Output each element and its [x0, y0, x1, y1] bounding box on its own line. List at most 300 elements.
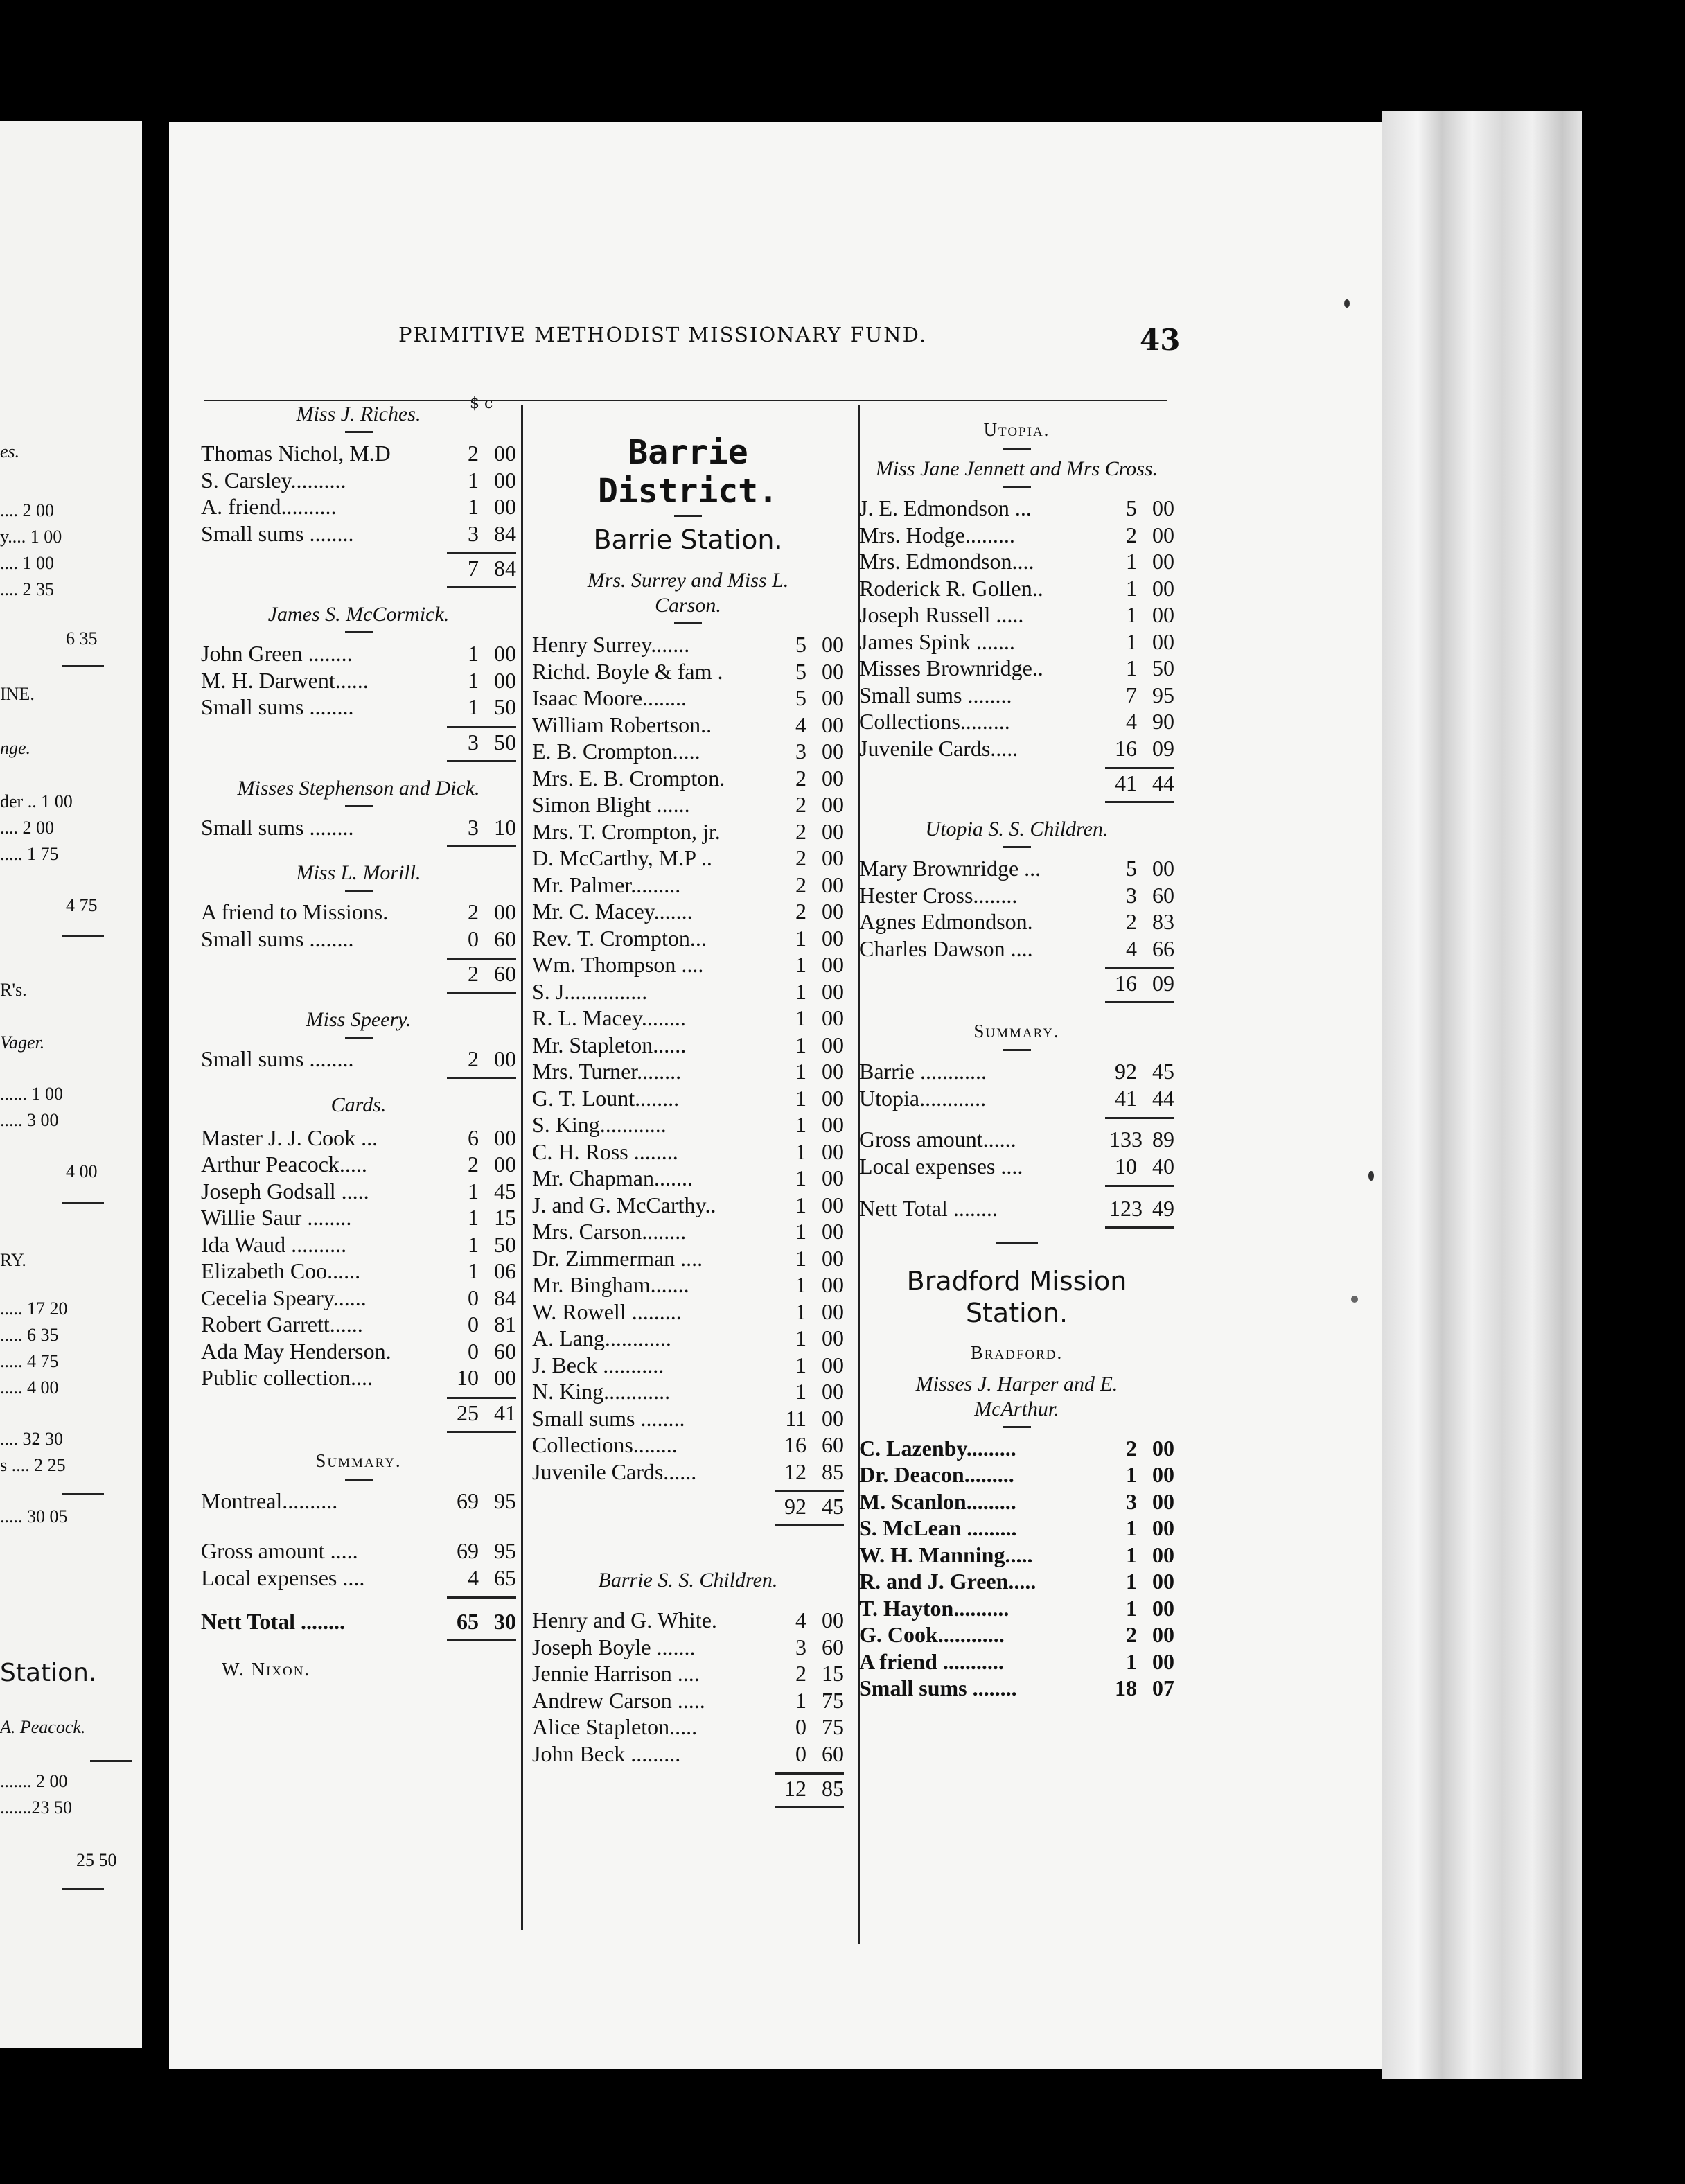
- entry-cents: 00: [822, 1379, 844, 1404]
- entry-cents: 00: [1152, 1622, 1174, 1647]
- entry-name: S. Carsley..........: [201, 467, 346, 493]
- station-title: Barrie Station.: [593, 525, 783, 555]
- left-page-fragment: [0, 121, 142, 2048]
- entry-dollars: 0: [795, 1741, 806, 1766]
- section-heading: Miss J. Riches.: [296, 403, 421, 425]
- entry-cents: 00: [822, 925, 844, 951]
- total-underline: [775, 1806, 844, 1808]
- entry-row: [201, 1608, 516, 1635]
- section-heading: Utopia S. S. Children.: [925, 818, 1109, 840]
- entry-cents: 00: [822, 1326, 844, 1350]
- entry-row: [859, 1435, 1174, 1462]
- entry-cents: 00: [822, 1352, 844, 1377]
- entry-row: [201, 467, 516, 494]
- left-page-text: A. Peacock.: [0, 1717, 86, 1737]
- entry-cents: 85: [822, 1459, 844, 1484]
- column-left: [201, 405, 516, 1683]
- entry-row: [532, 818, 844, 845]
- entry-name: Thomas Nichol, M.D: [201, 441, 391, 466]
- entry-dollars: 1: [795, 1138, 806, 1164]
- entry-row: [532, 685, 844, 712]
- entry-row: [532, 978, 844, 1005]
- section-total: [532, 1492, 844, 1520]
- entry-dollars: 1: [795, 1192, 806, 1217]
- entry-name: N. King............: [532, 1379, 671, 1404]
- left-page-text: ..... 6 35: [0, 1325, 59, 1345]
- entry-name: Public collection....: [201, 1365, 373, 1390]
- entry-dollars: 1: [795, 1245, 806, 1271]
- entry-dollars: 2: [795, 818, 806, 844]
- entry-dollars: 2: [468, 1152, 479, 1177]
- entry-row: [532, 791, 844, 818]
- entry-dollars: 2: [1126, 1435, 1137, 1461]
- entry-name: C. H. Ross ........: [532, 1138, 678, 1164]
- entry-cents: 00: [1152, 602, 1174, 627]
- entry-row: [201, 926, 516, 953]
- entry-row: [859, 1675, 1174, 1702]
- entry-cents: 00: [494, 467, 516, 493]
- entry-row: [532, 1245, 844, 1272]
- entry-cents: 00: [1152, 575, 1174, 601]
- entry-cents: 00: [1152, 1515, 1174, 1540]
- entry-dollars: 1: [468, 494, 479, 519]
- entry-cents: 00: [1152, 628, 1174, 654]
- entry-dollars: 4: [468, 1565, 479, 1590]
- section-heading: Cards.: [330, 1093, 387, 1116]
- entry-row: [532, 1138, 844, 1165]
- entry-name: Ida Waud ..........: [201, 1231, 347, 1257]
- entry-cents: 60: [822, 1432, 844, 1457]
- entry-cents: 00: [822, 1165, 844, 1190]
- place-heading: Bradford.: [970, 1341, 1064, 1363]
- entry-cents: 00: [822, 1138, 844, 1164]
- entry-name: Juvenile Cards.....: [859, 735, 1018, 761]
- left-page-text: 6 35: [66, 628, 98, 649]
- entry-dollars: 3: [468, 814, 479, 840]
- entry-name: Mr. Palmer.........: [532, 872, 681, 897]
- entry-name: G. T. Lount........: [532, 1085, 680, 1111]
- entry-name: Misses Brownridge..: [859, 655, 1043, 680]
- entry-name: Ada May Henderson.: [201, 1338, 391, 1364]
- entry-dollars: 1: [795, 1219, 806, 1244]
- speck: [1344, 299, 1350, 308]
- entry-dollars: 2: [795, 872, 806, 897]
- entry-cents: 00: [822, 978, 844, 1004]
- entry-row: [532, 738, 844, 765]
- entry-cents: 00: [1152, 495, 1174, 520]
- entry-name: Mrs. Hodge.........: [859, 522, 1015, 547]
- entry-cents: 95: [1152, 682, 1174, 707]
- entry-name: Isaac Moore........: [532, 685, 687, 710]
- dollar-cent-heading: $ c: [470, 395, 493, 412]
- bradford-title: Bradford Mission Station.: [906, 1265, 1127, 1328]
- entry-row: [859, 735, 1174, 762]
- entry-dollars: 65: [457, 1609, 479, 1634]
- entry-row: [532, 1432, 844, 1459]
- entry-cents: 75: [822, 1714, 844, 1739]
- entry-cents: 00: [494, 1152, 516, 1177]
- entry-name: Mr. Stapleton......: [532, 1032, 687, 1057]
- total-cents: 60: [494, 961, 516, 986]
- entry-row: [859, 548, 1174, 575]
- entry-name: Small sums ........: [201, 694, 354, 719]
- entry-name: Rev. T. Crompton...: [532, 925, 707, 951]
- entry-name: Small sums ........: [532, 1405, 685, 1431]
- collectors-heading: Mrs. Surrey and Miss L. Carson.: [587, 569, 789, 617]
- entry-row: [532, 1687, 844, 1714]
- section-total: [859, 969, 1174, 997]
- left-page-text: nge.: [0, 738, 31, 758]
- entry-name: Jennie Harrison ....: [532, 1661, 700, 1686]
- entry-row: [201, 520, 516, 547]
- entry-row: [201, 493, 516, 520]
- entry-cents: 65: [494, 1565, 516, 1590]
- column-divider: [521, 405, 523, 1930]
- entry-name: Roderick R. Gollen..: [859, 575, 1043, 601]
- total-dollars: 25: [457, 1400, 479, 1425]
- entry-name: Joseph Russell .....: [859, 602, 1024, 627]
- entry-row: [532, 925, 844, 952]
- entry-name: Juvenile Cards......: [532, 1459, 697, 1484]
- dash-rule: [345, 805, 373, 807]
- entry-cents: 00: [822, 1059, 844, 1084]
- entry-cents: 00: [1152, 1435, 1174, 1461]
- entry-name: Collections.........: [859, 709, 1010, 734]
- entry-row: [859, 601, 1174, 628]
- collectors-heading: Misses J. Harper and E. McArthur.: [915, 1372, 1118, 1420]
- entry-cents: 00: [1152, 1648, 1174, 1674]
- entry-name: Local expenses ....: [201, 1565, 365, 1590]
- entry-cents: 00: [822, 818, 844, 844]
- entry-name: Montreal..........: [201, 1488, 338, 1513]
- entry-row: [859, 1595, 1174, 1622]
- entry-cents: 10: [494, 814, 516, 840]
- entry-cents: 00: [1152, 549, 1174, 574]
- left-page-text: R's.: [0, 980, 27, 1000]
- entry-row: [532, 1714, 844, 1741]
- entry-dollars: 0: [468, 1285, 479, 1310]
- entry-cents: 60: [822, 1634, 844, 1659]
- entry-cents: 00: [822, 712, 844, 737]
- entry-dollars: 1: [795, 1005, 806, 1030]
- left-page-text: ..... 30 05: [0, 1506, 68, 1526]
- total-underline: [447, 992, 516, 994]
- left-page-text: .... 32 30: [0, 1429, 63, 1449]
- entry-name: Wm. Thompson ....: [532, 952, 704, 977]
- entry-dollars: 1: [468, 641, 479, 666]
- entry-cents: 00: [822, 739, 844, 764]
- total-dollars: 92: [784, 1494, 806, 1519]
- entry-cents: 00: [822, 1032, 844, 1057]
- left-page-rule: [62, 1888, 104, 1890]
- entry-name: A. Lang............: [532, 1326, 671, 1350]
- dash-rule: [1003, 1426, 1031, 1428]
- entry-cents: 00: [494, 899, 516, 924]
- dash-rule: [1003, 486, 1031, 488]
- entry-row: [859, 1195, 1174, 1222]
- entry-dollars: 3: [1126, 1488, 1137, 1514]
- entry-row: [532, 1218, 844, 1245]
- entry-row: [532, 765, 844, 792]
- entry-dollars: 18: [1115, 1675, 1137, 1700]
- entry-row: [201, 1231, 516, 1258]
- entry-dollars: 1: [1126, 628, 1137, 654]
- entry-row: [201, 1565, 516, 1592]
- entry-row: [532, 1634, 844, 1661]
- entry-dollars: 4: [795, 712, 806, 737]
- entry-row: [859, 882, 1174, 909]
- entry-name: W. H. Manning.....: [859, 1542, 1033, 1567]
- entry-name: Barrie ............: [859, 1059, 987, 1084]
- entry-row: [532, 1058, 844, 1085]
- section-heading: Misses Stephenson and Dick.: [237, 776, 480, 800]
- entry-cents: 84: [494, 1285, 516, 1310]
- entry-cents: 95: [494, 1538, 516, 1563]
- left-page-text: .......23 50: [0, 1797, 72, 1817]
- total-cents: 45: [822, 1494, 844, 1519]
- entry-dollars: 1: [1126, 1462, 1137, 1487]
- entry-cents: 00: [822, 1272, 844, 1297]
- total-dollars: 3: [468, 729, 479, 755]
- left-page-text: es.: [0, 441, 20, 461]
- entry-row: [859, 1542, 1174, 1569]
- entry-dollars: 11: [785, 1405, 806, 1431]
- entry-cents: 00: [822, 1405, 844, 1431]
- entry-name: Henry and G. White.: [532, 1608, 717, 1632]
- entry-dollars: 1: [468, 1178, 479, 1204]
- entry-cents: 00: [1152, 1569, 1174, 1594]
- dash-rule: [345, 1479, 373, 1481]
- entry-dollars: 1: [1126, 549, 1137, 574]
- entry-row: [201, 1285, 516, 1312]
- entry-dollars: 69: [457, 1538, 479, 1563]
- left-page-rule: [62, 1202, 104, 1204]
- entry-cents: 00: [494, 494, 516, 519]
- entry-name: C. Lazenby.........: [859, 1435, 1016, 1461]
- entry-cents: 00: [822, 1245, 844, 1271]
- dash-rule: [996, 1242, 1038, 1244]
- entry-row: [859, 1153, 1174, 1180]
- left-page-text: Vager.: [0, 1032, 45, 1053]
- entry-name: R. L. Macey........: [532, 1005, 686, 1030]
- entry-name: Robert Garrett......: [201, 1312, 363, 1337]
- entry-name: Gross amount......: [859, 1127, 1016, 1152]
- entry-name: Nett Total ........: [859, 1196, 998, 1221]
- entry-name: Nett Total ........: [201, 1609, 345, 1634]
- total-cents: 09: [1152, 971, 1174, 996]
- entry-name: A friend ...........: [859, 1648, 1004, 1674]
- entry-name: Small sums ........: [201, 814, 354, 840]
- entry-cents: 00: [822, 1085, 844, 1111]
- entry-name: Arthur Peacock.....: [201, 1152, 367, 1177]
- entry-dollars: 133: [1109, 1127, 1143, 1152]
- entry-cents: 40: [1152, 1153, 1174, 1179]
- entry-name: James Spink .......: [859, 628, 1015, 654]
- entry-row: [532, 658, 844, 685]
- entry-name: Local expenses ....: [859, 1153, 1023, 1179]
- entry-dollars: 1: [468, 467, 479, 493]
- entry-dollars: 3: [1126, 882, 1137, 908]
- entry-row: [201, 667, 516, 694]
- entry-name: Small sums ........: [201, 520, 354, 546]
- entry-cents: 00: [822, 632, 844, 657]
- entry-row: [532, 1005, 844, 1032]
- entry-row: [859, 1126, 1174, 1153]
- entry-dollars: 2: [795, 1661, 806, 1686]
- entry-name: Mrs. Carson........: [532, 1219, 687, 1244]
- district-title: Barrie District.: [597, 433, 779, 511]
- entry-dollars: 1: [468, 694, 479, 719]
- entry-name: Small sums ........: [201, 926, 354, 951]
- left-page-text: ..... 4 00: [0, 1377, 59, 1398]
- section-heading: Miss Speery.: [306, 1008, 412, 1031]
- dash-rule: [674, 622, 702, 624]
- entry-dollars: 3: [468, 520, 479, 546]
- running-header: PRIMITIVE METHODIST MISSIONARY FUND.: [398, 323, 928, 346]
- left-page-text: y.... 1 00: [0, 527, 62, 547]
- entry-name: E. B. Crompton.....: [532, 739, 700, 764]
- entry-dollars: 1: [795, 1059, 806, 1084]
- entry-row: [532, 1352, 844, 1379]
- section-total: [532, 1774, 844, 1802]
- left-page-text: .... 2 00: [0, 818, 54, 838]
- dash-rule: [345, 631, 373, 633]
- summary-heading: Summary.: [973, 1021, 1060, 1041]
- entry-row: [859, 855, 1174, 882]
- entry-dollars: 2: [795, 792, 806, 817]
- entry-dollars: 1: [795, 1272, 806, 1297]
- entry-row: [532, 1741, 844, 1768]
- dash-rule: [1003, 1049, 1031, 1051]
- entry-dollars: 1: [1126, 1542, 1137, 1567]
- left-page-text: 4 75: [66, 895, 98, 915]
- entry-name: Joseph Godsall .....: [201, 1178, 369, 1204]
- entry-cents: 00: [822, 899, 844, 924]
- entry-dollars: 0: [468, 1312, 479, 1337]
- entry-cents: 60: [494, 1338, 516, 1364]
- entry-dollars: 16: [784, 1432, 806, 1457]
- entry-cents: 00: [1152, 1488, 1174, 1514]
- entry-row: [201, 1125, 516, 1152]
- left-page-rule: [62, 935, 104, 937]
- entry-row: [532, 1085, 844, 1112]
- entry-row: [532, 1298, 844, 1326]
- entry-dollars: 1: [795, 952, 806, 977]
- entry-row: [859, 1488, 1174, 1515]
- section-total: [201, 960, 516, 987]
- left-page-rule: [90, 1760, 132, 1762]
- entry-name: Charles Dawson ....: [859, 935, 1033, 961]
- entry-name: J. and G. McCarthy..: [532, 1192, 716, 1217]
- entry-dollars: 7: [1126, 682, 1137, 707]
- total-dollars: 12: [784, 1776, 806, 1801]
- entry-cents: 00: [822, 765, 844, 791]
- entry-dollars: 2: [795, 899, 806, 924]
- entry-name: W. Rowell .........: [532, 1298, 682, 1324]
- entry-dollars: 2: [1126, 1622, 1137, 1647]
- collectors-heading: Miss Jane Jennett and Mrs Cross.: [875, 457, 1158, 480]
- entry-dollars: 1: [1126, 575, 1137, 601]
- entry-dollars: 1: [795, 1379, 806, 1404]
- entry-row: [201, 1258, 516, 1285]
- left-page-text: RY.: [0, 1250, 26, 1270]
- entry-dollars: 1: [795, 1112, 806, 1137]
- entry-name: S. King............: [532, 1112, 667, 1137]
- entry-name: John Beck .........: [532, 1741, 681, 1766]
- entry-row: [532, 631, 844, 658]
- total-dollars: 41: [1115, 770, 1137, 795]
- entry-dollars: 41: [1115, 1085, 1137, 1111]
- entry-name: Mr. Chapman.......: [532, 1165, 693, 1190]
- entry-cents: 81: [494, 1312, 516, 1337]
- header-rule: [204, 400, 1167, 401]
- entry-name: Dr. Deacon.........: [859, 1462, 1014, 1487]
- entry-cents: 00: [822, 792, 844, 817]
- entry-row: [859, 575, 1174, 602]
- entry-cents: 00: [822, 845, 844, 870]
- left-page-text: ...... 1 00: [0, 1084, 63, 1104]
- entry-row: [859, 908, 1174, 935]
- entry-dollars: 2: [468, 441, 479, 466]
- total-underline: [447, 845, 516, 847]
- entry-row: [201, 1204, 516, 1231]
- entry-name: Hester Cross........: [859, 882, 1018, 908]
- entry-row: [532, 1405, 844, 1432]
- left-page-text: 25 50: [76, 1850, 117, 1870]
- entry-name: S. McLean .........: [859, 1515, 1017, 1540]
- entry-cents: 66: [1152, 935, 1174, 961]
- entry-dollars: 4: [1126, 935, 1137, 961]
- entry-dollars: 1: [795, 1326, 806, 1350]
- entry-name: Elizabeth Coo......: [201, 1258, 361, 1283]
- dash-rule: [1003, 448, 1031, 450]
- total-cents: 44: [1152, 770, 1174, 795]
- left-page-text: Station.: [0, 1659, 97, 1687]
- entry-cents: 00: [1152, 1462, 1174, 1487]
- entry-dollars: 2: [1126, 522, 1137, 547]
- total-cents: 84: [494, 556, 516, 581]
- entry-cents: 06: [494, 1258, 516, 1283]
- entry-dollars: 1: [795, 1298, 806, 1324]
- total-cents: 50: [494, 729, 516, 755]
- entry-dollars: 2: [795, 845, 806, 870]
- entry-cents: 00: [822, 1112, 844, 1137]
- entry-cents: 15: [822, 1661, 844, 1686]
- entry-row: [532, 1032, 844, 1059]
- entry-name: Gross amount .....: [201, 1538, 358, 1563]
- entry-cents: 75: [822, 1687, 844, 1713]
- total-dollars: 16: [1115, 971, 1137, 996]
- entry-cents: 00: [1152, 1542, 1174, 1567]
- entry-dollars: 1: [795, 925, 806, 951]
- entry-dollars: 5: [795, 685, 806, 710]
- entry-dollars: 5: [795, 632, 806, 657]
- entry-cents: 00: [822, 872, 844, 897]
- entry-row: [201, 1364, 516, 1391]
- entry-cents: 15: [494, 1205, 516, 1230]
- entry-cents: 60: [494, 926, 516, 951]
- entry-cents: 45: [1152, 1059, 1174, 1084]
- total-cents: 41: [494, 1400, 516, 1425]
- entry-name: Mr. Bingham.......: [532, 1272, 689, 1297]
- column-right: [859, 405, 1174, 1702]
- entry-cents: 90: [1152, 709, 1174, 734]
- entry-dollars: 69: [457, 1488, 479, 1513]
- total-underline: [1105, 1001, 1174, 1003]
- summary-heading: Summary.: [315, 1450, 402, 1471]
- entry-row: [201, 1178, 516, 1205]
- entry-row: [201, 899, 516, 926]
